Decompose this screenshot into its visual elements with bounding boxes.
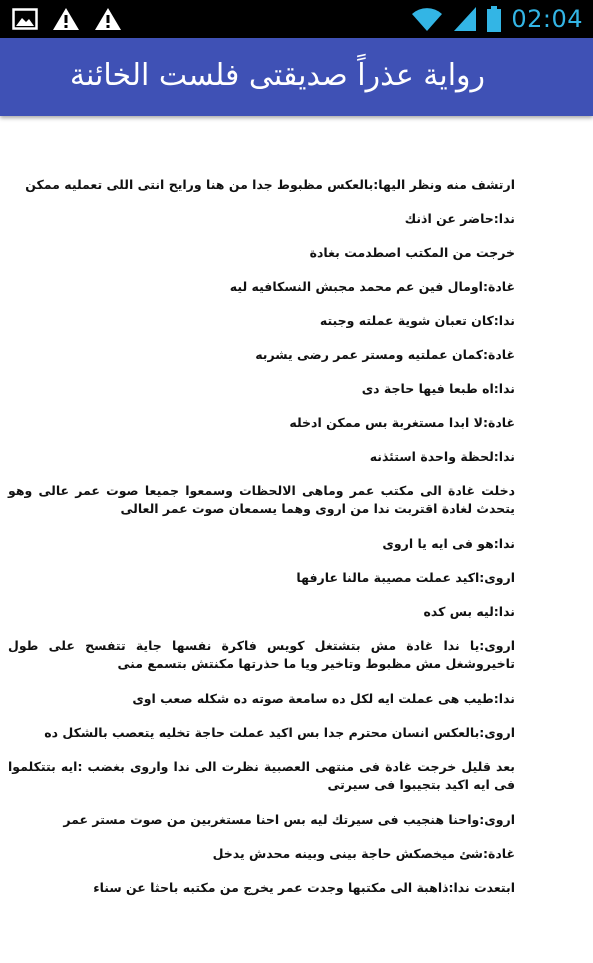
warning-icon [94, 7, 122, 31]
system-status [411, 4, 583, 34]
story-line: ندا:طيب هى عملت ايه لكل ده سامعة صوته ده شكله صعب اوى [132, 691, 515, 706]
image-icon [12, 8, 38, 30]
story-line: اروى:اكيد عملت مصيبة مالنا عارفها [296, 570, 515, 585]
app-bar [0, 38, 593, 116]
story-line: ندا:ليه بس كده [423, 604, 515, 619]
story-line: غادة:كمان عملتيه ومستر عمر رضى يشربه [255, 347, 515, 362]
battery-icon [487, 6, 501, 32]
warning-icon [52, 7, 80, 31]
story-line: ندا:كان تعبان شوية عملته وجبته [319, 313, 515, 328]
story-line: غادة:شئ ميخصكش حاجة بينى وبينه محدش يدخل [212, 846, 515, 861]
story-line: غادة:لا ابدا مستغربة بس ممكن ادخله [289, 415, 515, 430]
notification-icons [12, 6, 122, 32]
signal-icon [453, 6, 477, 32]
story-line: دخلت غادة الى مكتب عمر وماهى الالحظات وسمعوا جميعا صوت عمر عالى وهو يتحدث لغادة اقتربت ندا من اروى وهما يسمعان صوت عمر العالى [8, 483, 515, 516]
story-line: ندا:اه طبعا فيها حاجة دى [361, 381, 515, 396]
story-line: خرجت من المكتب اصطدمت بغادة [309, 245, 515, 260]
story-line: ندا:هو فى ايه يا اروى [382, 536, 515, 551]
story-line: غادة:اومال فين عم محمد مجبش النسكافيه ليه [229, 279, 515, 294]
story-line: ابتعدت ندا:ذاهبة الى مكتبها وجدت عمر يخرج من مكتبه باحثا عن سناء [93, 880, 515, 895]
story-line: ندا:حاضر عن اذنك [404, 211, 515, 226]
story-text [8, 176, 515, 913]
story-line: بعد قليل خرجت غادة فى منتهى العصبية نظرت الى ندا واروى بغضب :ايه بتتكلموا فى ايه اكيد بتجيبوا فى سيرتى [8, 759, 515, 792]
clock: 02:04 [511, 5, 583, 33]
story-line: اروى:واحنا هنجيب فى سيرتك ليه بس احنا مستغربين من صوت مستر عمر [63, 812, 515, 827]
story-line: ندا:لحظة واحدة استئذنه [369, 449, 515, 464]
status-bar [0, 0, 593, 38]
story-line: ارتشف منه ونظر اليها:بالعكس مظبوط جدا من هنا ورايح انتى اللى تعمليه ممكن [25, 177, 515, 192]
wifi-icon [411, 6, 443, 32]
story-line: اروى:بالعكس انسان محترم جدا بس اكيد عملت حاجة تخليه يتعصب بالشكل ده [44, 725, 515, 740]
story-line: اروى:يا ندا غادة مش بتشتغل كويس فاكرة نفسها جاية تتفسح على طول تاخيروشغل مش مظبوط وتاخير ويا ما حذرتها مكنتش بتسمع منى [8, 638, 515, 671]
page-title: رواية عذراً صديقتى فلست الخائنة [69, 58, 485, 93]
